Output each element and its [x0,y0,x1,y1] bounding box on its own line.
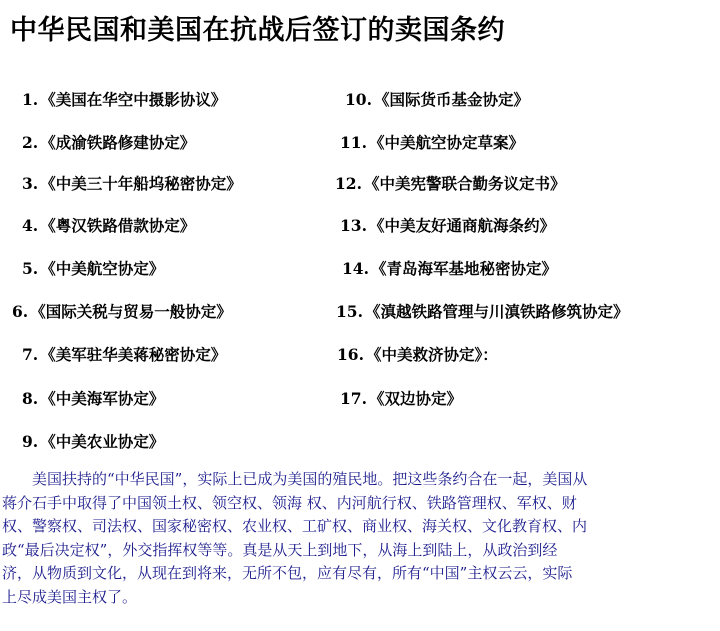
treaty-name: 《中美救济协定》： [365,345,498,364]
treaty-number: 4. [22,216,39,235]
treaty-number: 8. [22,389,39,408]
treaty-item-14 [342,259,557,279]
treaty-name: 《中美宪警联合勤务议定书》 [363,174,566,193]
treaty-name: 《滇越铁路管理与川滇铁路修筑协定》 [364,302,629,321]
paragraph-line: 政“最后决定权”，外交指挥权等等。真是从天上到地下，从海上到陆上，从政治到经 [2,540,558,559]
treaty-number: 5. [22,259,39,278]
treaty-item-12 [335,174,565,194]
treaty-number: 9. [22,432,39,451]
treaty-item-7 [22,345,226,365]
treaty-item-9 [22,432,164,452]
treaty-item-11 [340,133,524,153]
treaty-name: 《中美三十年船坞秘密协定》 [40,174,242,193]
treaty-number: 14. [342,259,369,278]
treaty-name: 《美军驻华美蒋秘密协定》 [40,345,227,364]
treaty-name: 《双边协定》 [368,389,462,408]
treaty-item-6 [12,302,232,322]
treaty-number: 2. [22,133,39,152]
treaty-name: 《粤汉铁路借款协定》 [40,216,196,235]
treaty-name: 《青岛海军基地秘密协定》 [370,259,557,278]
treaty-item-1 [22,90,226,110]
treaty-name: 《中美航空协定》 [40,259,165,278]
treaty-item-4 [22,216,195,236]
treaty-number: 7. [22,345,39,364]
treaty-name: 《成渝铁路修建协定》 [40,133,196,152]
treaty-number: 11. [340,133,367,152]
treaty-number: 3. [22,174,39,193]
treaty-name: 《中美航空协定草案》 [368,133,524,152]
treaty-name: 《美国在华空中摄影协议》 [40,90,227,109]
treaty-number: 16. [337,345,364,364]
treaty-name: 《中美农业协定》 [40,432,165,451]
treaty-name: 《中美海军协定》 [40,389,165,408]
commentary-paragraph [2,468,718,609]
treaty-item-8 [22,389,164,409]
treaty-item-17 [340,389,462,409]
treaty-number: 17. [340,389,367,408]
treaty-name: 《中美友好通商航海条约》 [368,216,555,235]
treaty-number: 15. [336,302,363,321]
treaty-number: 12. [335,174,362,193]
treaty-item-16 [337,345,498,365]
treaty-number: 6. [12,302,29,321]
treaty-name: 《国际货币基金协定》 [373,90,529,109]
paragraph-line: 蒋介石手中取得了中国领土权、领空权、领海 权、内河航行权、铁路管理权、军权、财 [2,493,577,512]
treaty-number: 10. [345,90,372,109]
treaty-number: 1. [22,90,39,109]
treaty-item-10 [345,90,529,110]
page-title: 中华民国和美国在抗战后签订的卖国条约 [10,15,505,46]
treaty-item-15 [336,302,628,322]
treaty-number: 13. [340,216,367,235]
treaty-item-3 [22,174,242,194]
treaty-item-2 [22,133,195,153]
treaty-item-5 [22,259,164,279]
treaty-item-13 [340,216,555,236]
paragraph-line: 济，从物质到文化，从现在到将来，无所不包，应有尽有，所有“中国”主权云云，实际 [2,564,573,582]
treaty-name: 《国际关税与贸易一般协定》 [30,302,232,321]
paragraph-line: 权、警察权、司法权、国家秘密权、农业权、工矿权、商业权、海关权、文化教育权、内 [2,517,588,535]
paragraph-line: 上尽成美国主权了。 [2,587,138,606]
paragraph-line: 美国扶持的“中华民国”，实际上已成为美国的殖民地。把这些条约合在一起，美国从 [2,470,588,488]
